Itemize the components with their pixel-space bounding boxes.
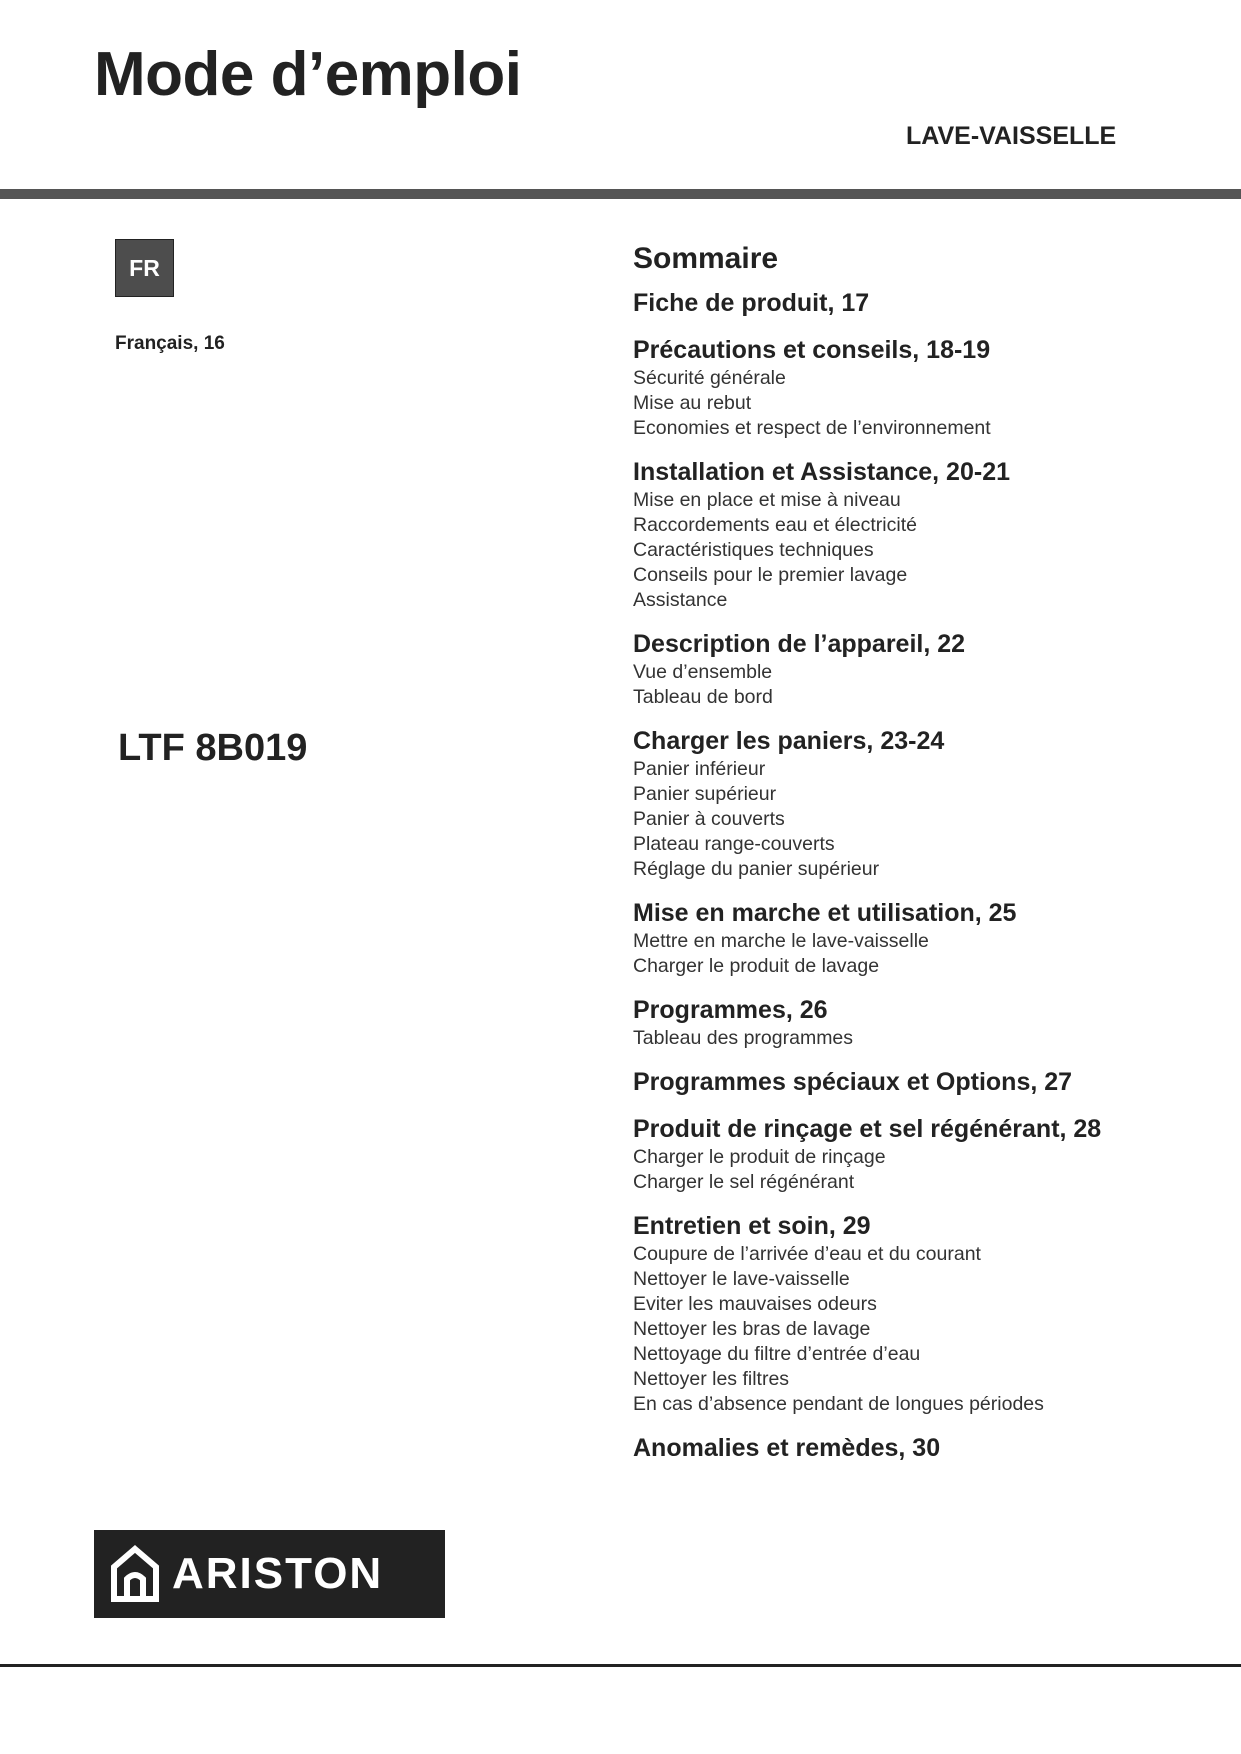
toc-subitem: Mise au rebut xyxy=(633,392,752,414)
toc-subitem: Conseils pour le premier lavage xyxy=(633,564,908,586)
toc-subitem: Vue d’ensemble xyxy=(633,661,773,683)
toc-section-heading: Charger les paniers, 23-24 xyxy=(633,727,945,755)
toc-section-heading: Mise en marche et utilisation, 25 xyxy=(633,899,1017,927)
page-title: Mode d’emploi xyxy=(94,40,522,109)
toc-subitem: Coupure de l’arrivée d’eau et du courant xyxy=(633,1243,981,1265)
toc-sections xyxy=(633,288,1213,1464)
toc-section-heading: Produit de rinçage et sel régénérant, 28 xyxy=(633,1115,1102,1143)
toc-section-heading: Installation et Assistance, 20-21 xyxy=(633,458,1011,486)
toc-section xyxy=(633,335,1213,441)
toc-subitem: Panier supérieur xyxy=(633,783,777,805)
toc-section xyxy=(633,457,1213,613)
footer-divider xyxy=(0,1664,1241,1667)
toc-section-heading: Fiche de produit, 17 xyxy=(633,289,870,317)
toc-section-heading: Description de l’appareil, 22 xyxy=(633,630,966,658)
toc-subitem: Economies et respect de l’environnement xyxy=(633,417,991,439)
toc-subitem: Nettoyer le lave-vaisselle xyxy=(633,1268,850,1290)
toc-subitem: Tableau de bord xyxy=(633,686,773,708)
toc-subitem: Sécurité générale xyxy=(633,367,786,389)
toc-subitem: Charger le sel régénérant xyxy=(633,1171,855,1193)
toc-subitem: Nettoyage du filtre d’entrée d’eau xyxy=(633,1343,921,1365)
toc-section xyxy=(633,898,1213,979)
toc-section xyxy=(633,1067,1213,1098)
toc-subitem: Charger le produit de lavage xyxy=(633,955,880,977)
toc-section xyxy=(633,1433,1213,1464)
house-icon xyxy=(110,1545,160,1603)
brand-logo xyxy=(94,1530,445,1618)
toc-subitem: Mettre en marche le lave-vaisselle xyxy=(633,930,929,952)
toc-subitem: Charger le produit de rinçage xyxy=(633,1146,886,1168)
toc-section-heading: Entretien et soin, 29 xyxy=(633,1212,871,1240)
toc-section xyxy=(633,995,1213,1051)
toc-section-heading: Programmes spéciaux et Options, 27 xyxy=(633,1068,1073,1096)
toc-subitem: Panier à couverts xyxy=(633,808,785,830)
toc-subitem: Mise en place et mise à niveau xyxy=(633,489,901,511)
language-page-ref: Français, 16 xyxy=(115,333,225,354)
toc-subitem: Réglage du panier supérieur xyxy=(633,858,880,880)
table-of-contents xyxy=(633,242,1213,1480)
toc-section xyxy=(633,288,1213,319)
toc-subitem: Plateau range-couverts xyxy=(633,833,835,855)
toc-subitem: Assistance xyxy=(633,589,728,611)
product-category: LAVE-VAISSELLE xyxy=(906,122,1117,150)
brand-name: ARISTON xyxy=(172,1549,384,1598)
toc-section-heading: Anomalies et remèdes, 30 xyxy=(633,1434,941,1462)
toc-section xyxy=(633,629,1213,710)
model-number: LTF 8B019 xyxy=(118,727,308,769)
toc-subitem: Nettoyer les bras de lavage xyxy=(633,1318,871,1340)
toc-subitem: Raccordements eau et électricité xyxy=(633,514,917,536)
toc-subitem: Nettoyer les filtres xyxy=(633,1368,790,1390)
toc-section xyxy=(633,1211,1213,1417)
header-divider xyxy=(0,189,1241,199)
toc-section xyxy=(633,1114,1213,1195)
toc-subitem: Caractéristiques techniques xyxy=(633,539,874,561)
toc-subitem: Tableau des programmes xyxy=(633,1027,854,1049)
language-badge: FR xyxy=(115,239,174,297)
toc-section xyxy=(633,726,1213,882)
toc-section-heading: Précautions et conseils, 18-19 xyxy=(633,336,991,364)
toc-subitem: Panier inférieur xyxy=(633,758,766,780)
toc-subitem: En cas d’absence pendant de longues périodes xyxy=(633,1393,1044,1415)
toc-title: Sommaire xyxy=(633,242,779,275)
toc-subitem: Eviter les mauvaises odeurs xyxy=(633,1293,877,1315)
toc-section-heading: Programmes, 26 xyxy=(633,996,828,1024)
